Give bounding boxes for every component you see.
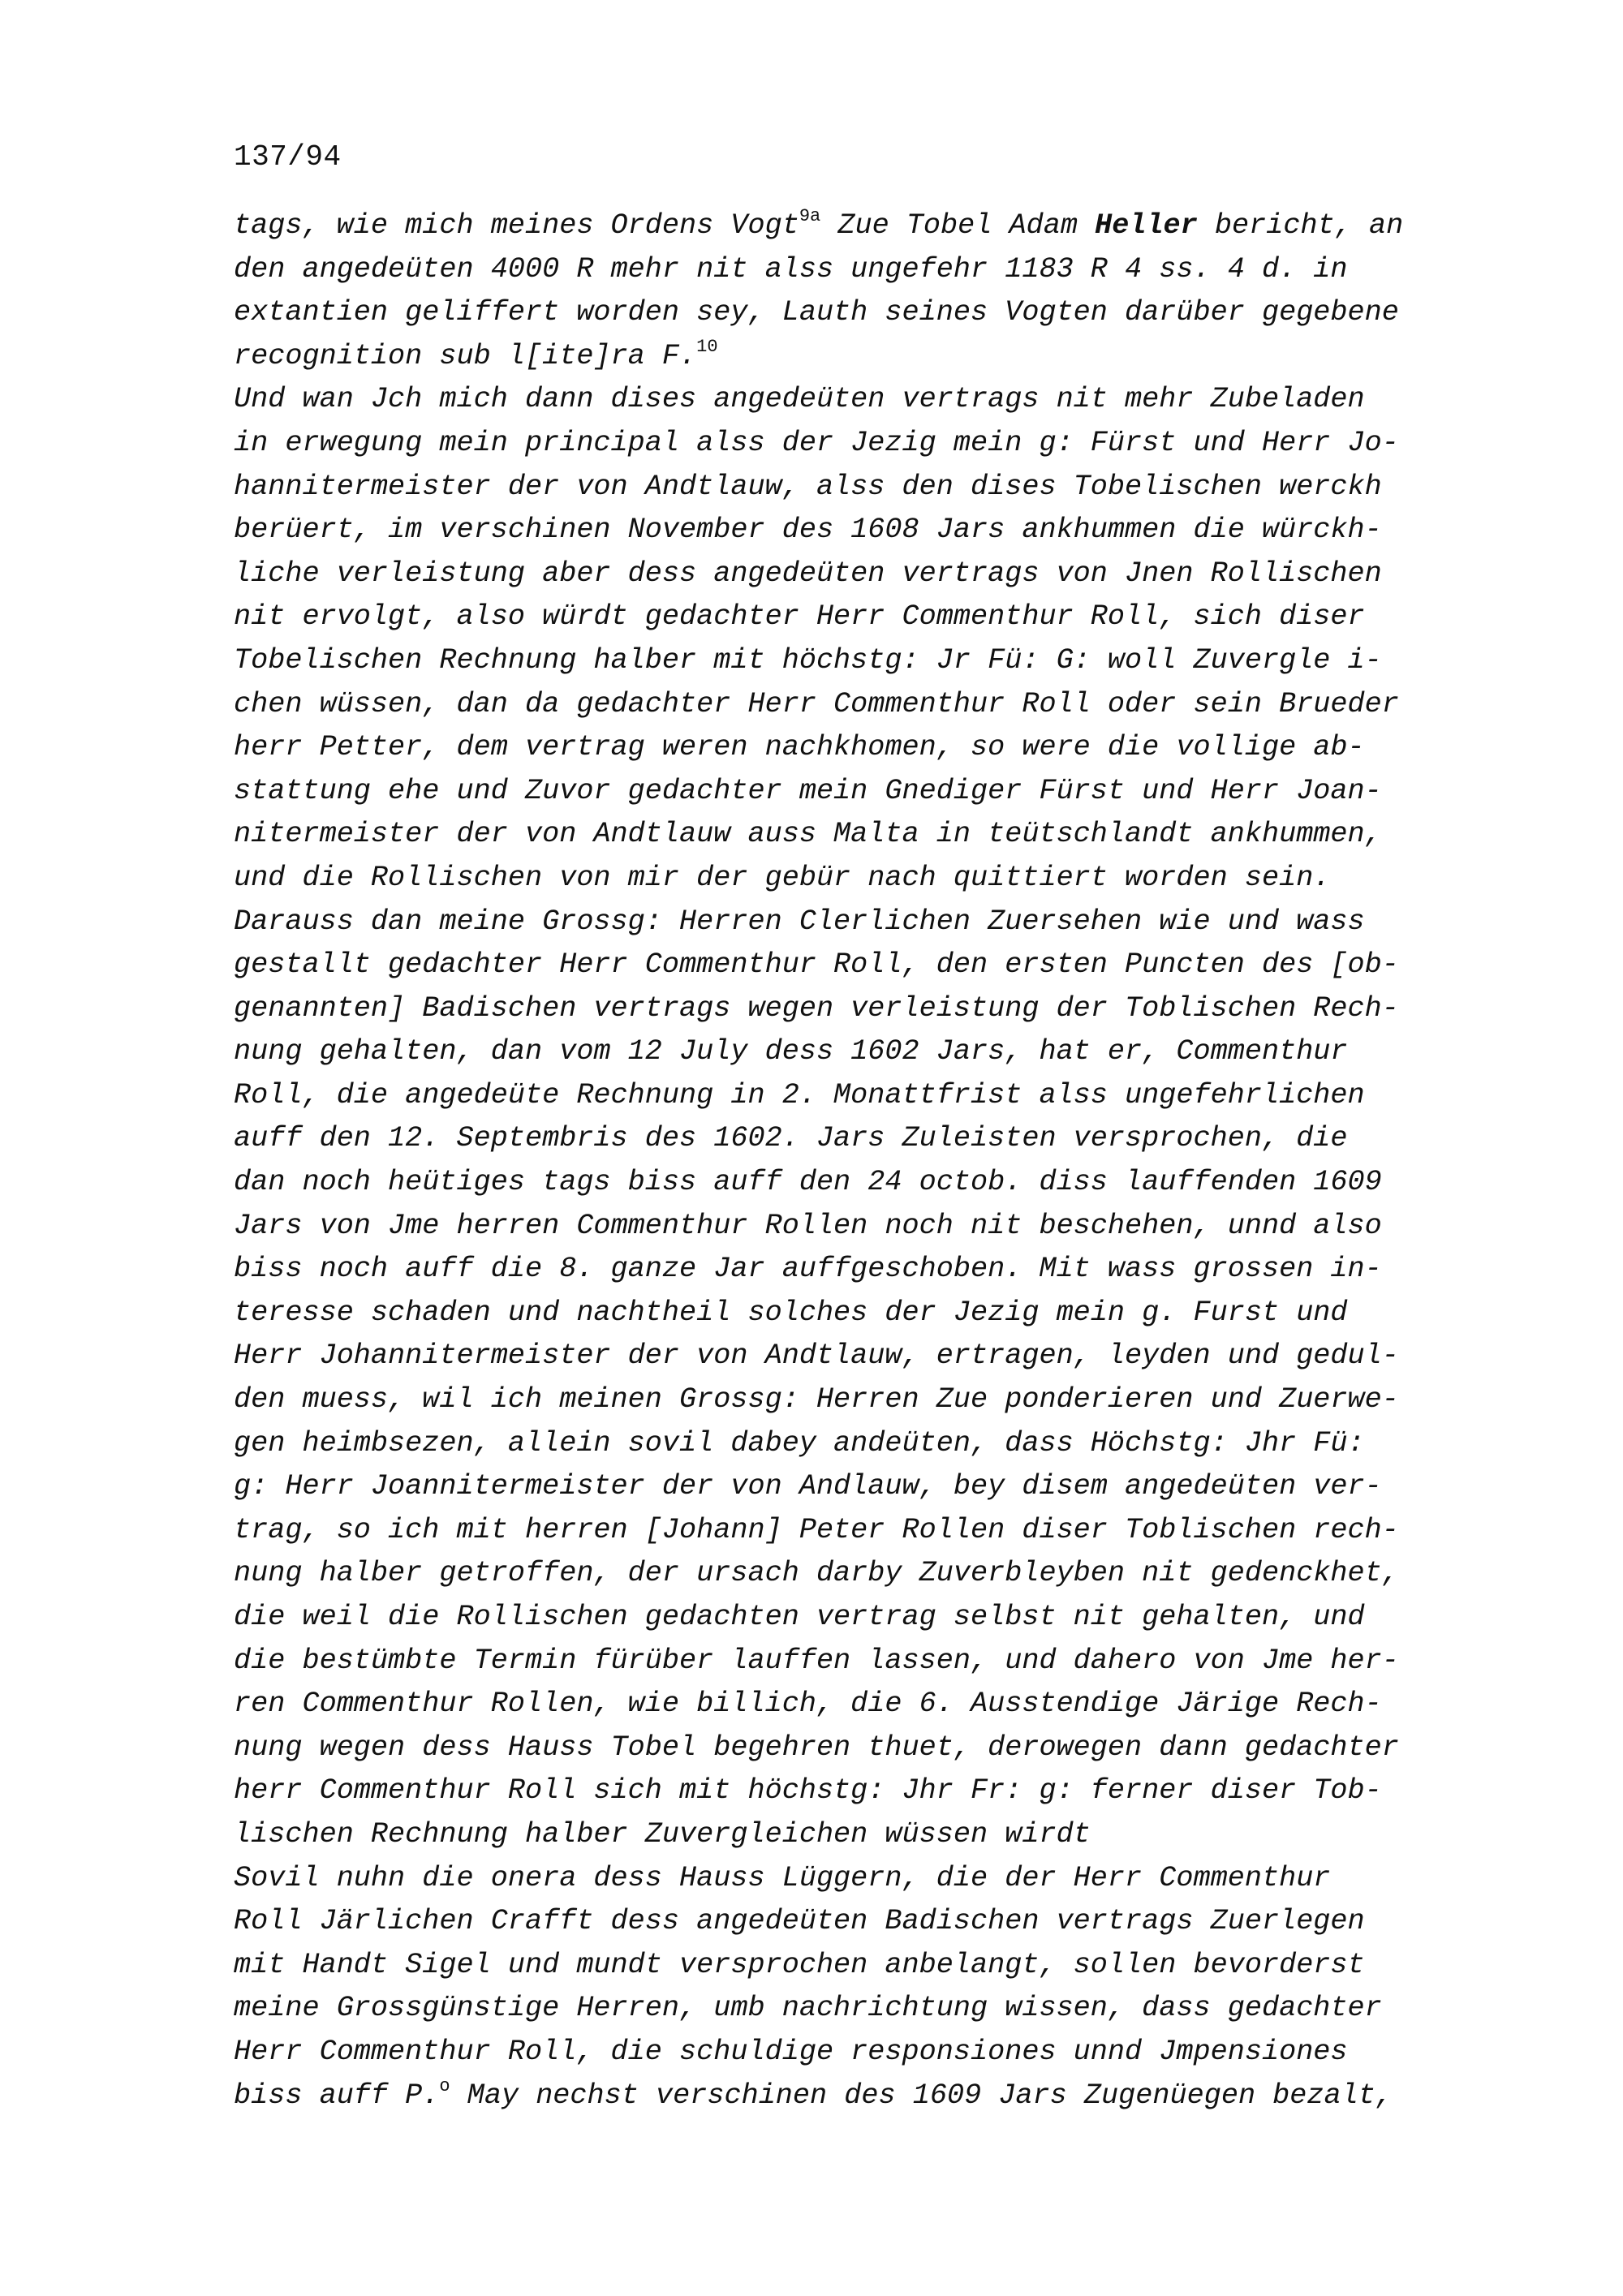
text-line bbox=[234, 1509, 1500, 1553]
text-line-content: den angedeüten 4000 R mehr nit alss ungefehr 1183 R 4 ss. 4 d. in bbox=[234, 252, 1348, 286]
text-line bbox=[234, 1161, 1500, 1205]
text-line-content: biss noch auff die 8. ganze Jar auffgeschoben. Mit wass grossen in- bbox=[234, 1253, 1382, 1286]
text-line bbox=[234, 813, 1500, 857]
text-line-content: extantien geliffert worden sey, Lauth seines Vogten darüber gegebene bbox=[234, 296, 1399, 329]
text-line-content: und die Rollischen von mir der gebür nach quittiert worden sein. bbox=[234, 861, 1331, 894]
text-segment: bericht, an bbox=[1197, 209, 1404, 242]
text-line-content: den muess, wil ich meinen Grossg: Herren Zue ponderieren und Zuerwe- bbox=[234, 1383, 1399, 1417]
text-line bbox=[234, 378, 1500, 422]
page-number: 137/94 bbox=[234, 140, 342, 174]
text-line bbox=[234, 1248, 1500, 1292]
text-line-content: Jars von Jme herren Commenthur Rollen noch nit beschehen, unnd also bbox=[234, 1209, 1382, 1242]
text-line bbox=[234, 1205, 1500, 1249]
footnote-marker: 10 bbox=[696, 337, 718, 358]
text-line bbox=[234, 248, 1500, 292]
text-line-content: Roll, die angedeüte Rechnung in 2. Monattfrist alss ungefehrlichen bbox=[234, 1078, 1365, 1111]
text-line-content: chen wüssen, dan da gedachter Herr Commenthur Roll oder sein Brueder bbox=[234, 687, 1399, 720]
text-line bbox=[234, 1683, 1500, 1726]
footnote-marker: 9a bbox=[799, 206, 821, 227]
text-line bbox=[234, 639, 1500, 683]
text-line bbox=[234, 1465, 1500, 1509]
text-line-content: nitermeister der von Andtlauw auss Malta in teütschlandt ankhummen, bbox=[234, 818, 1382, 851]
text-line-content: die weil die Rollischen gedachten vertrag selbst nit gehalten, und bbox=[234, 1601, 1365, 1633]
text-line-content: mit Handt Sigel und mundt versprochen anbelangt, sollen bevorderst bbox=[234, 1948, 1365, 1981]
text-line bbox=[234, 901, 1500, 944]
text-line bbox=[234, 2031, 1500, 2075]
text-line-content: Darauss dan meine Grossg: Herren Clerlichen Zuersehen wie und wass bbox=[234, 905, 1365, 938]
text-line-content: in erwegung mein principal alss der Jezig mein g: Fürst und Herr Jo- bbox=[234, 426, 1399, 459]
text-line-content: herr Commenthur Roll sich mit höchstg: Jhr Fr: g: ferner diser Tob- bbox=[234, 1774, 1382, 1808]
text-line bbox=[234, 987, 1500, 1031]
text-line bbox=[234, 944, 1500, 987]
document-body bbox=[234, 204, 1500, 2118]
text-line-content: dan noch heütiges tags biss auff den 24 octob. diss lauffenden 1609 bbox=[234, 1166, 1382, 1199]
text-line bbox=[234, 422, 1500, 466]
text-line-content: nit ervolgt, also würdt gedachter Herr Commenthur Roll, sich diser bbox=[234, 600, 1365, 634]
text-line bbox=[234, 1292, 1500, 1335]
text-line-content: Herr Johannitermeister der von Andtlauw, ertragen, leyden und gedul- bbox=[234, 1339, 1399, 1373]
text-line-content: genannten] Badischen vertrags wegen verleistung der Toblischen Rech- bbox=[234, 991, 1399, 1025]
text-line bbox=[234, 1640, 1500, 1683]
text-line bbox=[234, 1552, 1500, 1596]
text-line bbox=[234, 1378, 1500, 1422]
text-line bbox=[234, 1987, 1500, 2031]
text-line-content: g: Herr Joannitermeister der von Andlauw, bey disem angedeüten ver- bbox=[234, 1470, 1382, 1503]
text-line bbox=[234, 1900, 1500, 1944]
text-line-content: berüert, im verschinen November des 1608 Jars ankhummen die würckh- bbox=[234, 514, 1382, 547]
bold-name: Heller bbox=[1095, 209, 1198, 242]
text-line-content: Und wan Jch mich dann dises angedeüten vertrags nit mehr Zubeladen bbox=[234, 383, 1365, 416]
text-line bbox=[234, 1769, 1500, 1813]
text-line bbox=[234, 1726, 1500, 1770]
text-line bbox=[234, 509, 1500, 553]
text-line bbox=[234, 1944, 1500, 1988]
text-line bbox=[234, 595, 1500, 639]
text-line-content: stattung ehe und Zuvor gedachter mein Gnediger Fürst und Herr Joan- bbox=[234, 774, 1382, 807]
text-line bbox=[234, 1335, 1500, 1378]
text-line bbox=[234, 770, 1500, 814]
text-line-content: auff den 12. Septembris des 1602. Jars Zuleisten versprochen, die bbox=[234, 1122, 1348, 1155]
text-line bbox=[234, 291, 1500, 335]
text-line bbox=[234, 335, 1500, 379]
text-line-content: Sovil nuhn die onera dess Hauss Lüggern, die der Herr Commenthur bbox=[234, 1861, 1331, 1894]
text-line-content: die bestümbte Termin fürüber lauffen lassen, und dahero von Jme her- bbox=[234, 1644, 1399, 1677]
text-line bbox=[234, 1030, 1500, 1074]
text-line bbox=[234, 857, 1500, 901]
text-line-content: liche verleistung aber dess angedeüten vertrags von Jnen Rollischen bbox=[234, 557, 1382, 590]
text-line bbox=[234, 1596, 1500, 1640]
text-line-content: lischen Rechnung halber Zuvergleichen wüssen wirdt bbox=[234, 1817, 1091, 1851]
text-line-content: gen heimbsezen, allein sovil dabey andeüten, dass Höchstg: Jhr Fü: bbox=[234, 1426, 1365, 1460]
text-segment: recognition sub l[ite]ra F. bbox=[234, 339, 697, 372]
text-line-content: meine Grossgünstige Herren, umb nachrichtung wissen, dass gedachter bbox=[234, 1992, 1382, 2025]
text-segment: Zue Tobel Adam bbox=[820, 209, 1096, 242]
text-segment: May nechst verschinen des 1609 Jars Zugenüegen bezalt, bbox=[450, 2079, 1393, 2112]
text-line-content: trag, so ich mit herren [Johann] Peter Rollen diser Toblischen rech- bbox=[234, 1513, 1399, 1546]
text-line-content: nung halber getroffen, der ursach darby Zuverbleyben nit gedenckhet, bbox=[234, 1557, 1399, 1590]
text-line bbox=[234, 204, 1500, 248]
text-line bbox=[234, 553, 1500, 596]
text-line-content: nung gehalten, dan vom 12 July dess 1602 Jars, hat er, Commenthur bbox=[234, 1035, 1348, 1068]
text-line-content: nung wegen dess Hauss Tobel begehren thuet, derowegen dann gedachter bbox=[234, 1731, 1399, 1764]
text-line bbox=[234, 1422, 1500, 1466]
text-line bbox=[234, 726, 1500, 770]
text-line-content: Tobelischen Rechnung halber mit höchstg: Jr Fü: G: woll Zuvergle i- bbox=[234, 643, 1382, 677]
text-line bbox=[234, 1813, 1500, 1857]
footnote-marker: o bbox=[439, 2075, 450, 2096]
text-line bbox=[234, 683, 1500, 727]
text-segment: biss auff P. bbox=[234, 2079, 440, 2112]
text-line bbox=[234, 1857, 1500, 1901]
text-line-content: hannitermeister der von Andtlauw, alss den dises Tobelischen werckh bbox=[234, 470, 1382, 503]
text-line-content: teresse schaden und nachtheil solches der Jezig mein g. Furst und bbox=[234, 1296, 1348, 1329]
text-line-content: Roll Järlichen Crafft dess angedeüten Badischen vertrags Zuerlegen bbox=[234, 1905, 1365, 1938]
text-line-content: ren Commenthur Rollen, wie billich, die 6. Ausstendige Järige Rech- bbox=[234, 1688, 1382, 1721]
text-line bbox=[234, 1117, 1500, 1161]
text-line-content: Herr Commenthur Roll, die schuldige responsiones unnd Jmpensiones bbox=[234, 2035, 1348, 2068]
text-line-content: herr Petter, dem vertrag weren nachkhomen, so were die vollige ab- bbox=[234, 731, 1365, 764]
text-line bbox=[234, 2075, 1500, 2118]
text-segment: tags, wie mich meines Ordens Vogt bbox=[234, 209, 799, 242]
text-line-content: gestallt gedachter Herr Commenthur Roll, den ersten Puncten des [ob- bbox=[234, 948, 1399, 982]
text-line bbox=[234, 466, 1500, 510]
text-line bbox=[234, 1074, 1500, 1118]
